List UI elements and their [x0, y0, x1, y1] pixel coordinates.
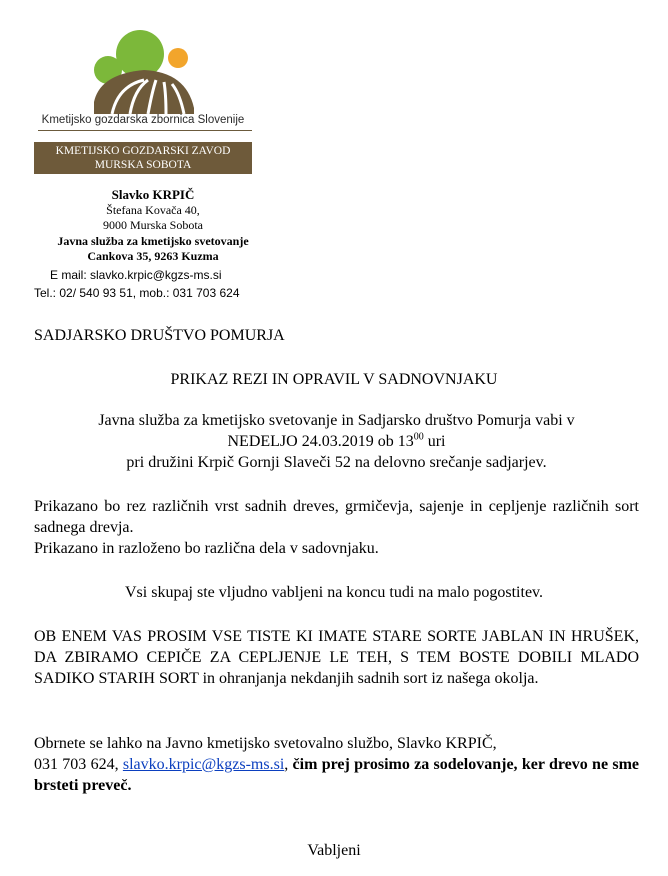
institute-banner — [34, 142, 252, 174]
logo-emblem — [90, 28, 200, 116]
banner-line-1: KMETIJSKO GOZDARSKI ZAVOD — [55, 145, 231, 157]
contact-name: Slavko KRPIČ — [111, 187, 195, 202]
logo-orange-sun — [168, 48, 188, 68]
email-link[interactable]: slavko.krpic@kgzs-ms.si — [122, 756, 285, 773]
intro-date: NEDELJO 24.03.2019 ob 13 — [227, 433, 414, 450]
program-paragraph — [34, 496, 639, 559]
program-text-b: Prikazano in razloženo bo različna dela v sadovnjaku. — [34, 540, 379, 557]
closing-word: Vabljeni — [307, 842, 361, 859]
organization-heading: SADJARSKO DRUŠTVO POMURJA — [34, 327, 285, 344]
logo-org-name: Kmetijsko gozdarska zbornica Slovenije — [41, 114, 245, 126]
contact-email: E mail: slavko.krpic@kgzs-ms.si — [50, 268, 222, 282]
contact-paragraph-phone: 031 703 624, — [34, 756, 123, 773]
contact-city: 9000 Murska Sobota — [103, 218, 203, 232]
contact-paragraph-comma: , — [284, 756, 289, 773]
kgzs-logo — [32, 28, 254, 128]
contact-paragraph-emphasis: čim prej prosimo za sodelovanje, ker drevo ne sme brsteti preveč. — [34, 756, 640, 794]
contact-paragraph — [34, 733, 639, 796]
document-title: PRIKAZ REZI IN OPRAVIL V SADNOVNJAKU — [170, 371, 498, 388]
contact-phone: Tel.: 02/ 540 93 51, mob.: 031 703 624 — [34, 286, 240, 300]
contact-service-address: Cankova 35, 9263 Kuzma — [87, 249, 219, 263]
scion-request-paragraph: OB ENEM VAS PROSIM VSE TISTE KI IMATE STARE SORTE JABLAN IN HRUŠEK, DA ZBIRAMO CEPIČE ZA CEPLJENJE LE TEH, S TEM BOSTE DOBILI MLADO SADIKO STARIH SORT in ohranjanja nekdanjih sadnih sort iz našega okolja. — [34, 628, 639, 687]
contact-block — [28, 187, 278, 265]
intro-time-suffix: uri — [423, 433, 446, 450]
banner-line-2: MURSKA SOBOTA — [94, 159, 192, 171]
intro-line-1: Javna služba za kmetijsko svetovanje in Sadjarsko društvo Pomurja vabi v — [98, 412, 575, 429]
intro-paragraph — [34, 410, 639, 473]
contact-service: Javna služba za kmetijsko svetovanje — [57, 233, 249, 248]
program-text-a: Prikazano bo rez različnih vrst sadnih dreves, grmičevja, sajenje in cepljenje različnih sort sadnega drevja. — [34, 498, 639, 536]
contact-paragraph-prefix: Obrnete se lahko na Javno kmetijsko svetovalno službo, Slavko KRPIČ, — [34, 735, 497, 752]
intro-line-2 — [34, 431, 639, 452]
contact-street: Štefana Kovača 40, — [106, 202, 200, 217]
intro-time-superscript: 00 — [413, 431, 424, 443]
intro-line-3: pri družini Krpič Gornji Slaveči 52 na delovno srečanje sadjarjev. — [126, 454, 547, 471]
invitation-line: Vsi skupaj ste vljudno vabljeni na koncu tudi na malo pogostitev. — [124, 584, 543, 601]
logo-underline — [38, 130, 252, 131]
